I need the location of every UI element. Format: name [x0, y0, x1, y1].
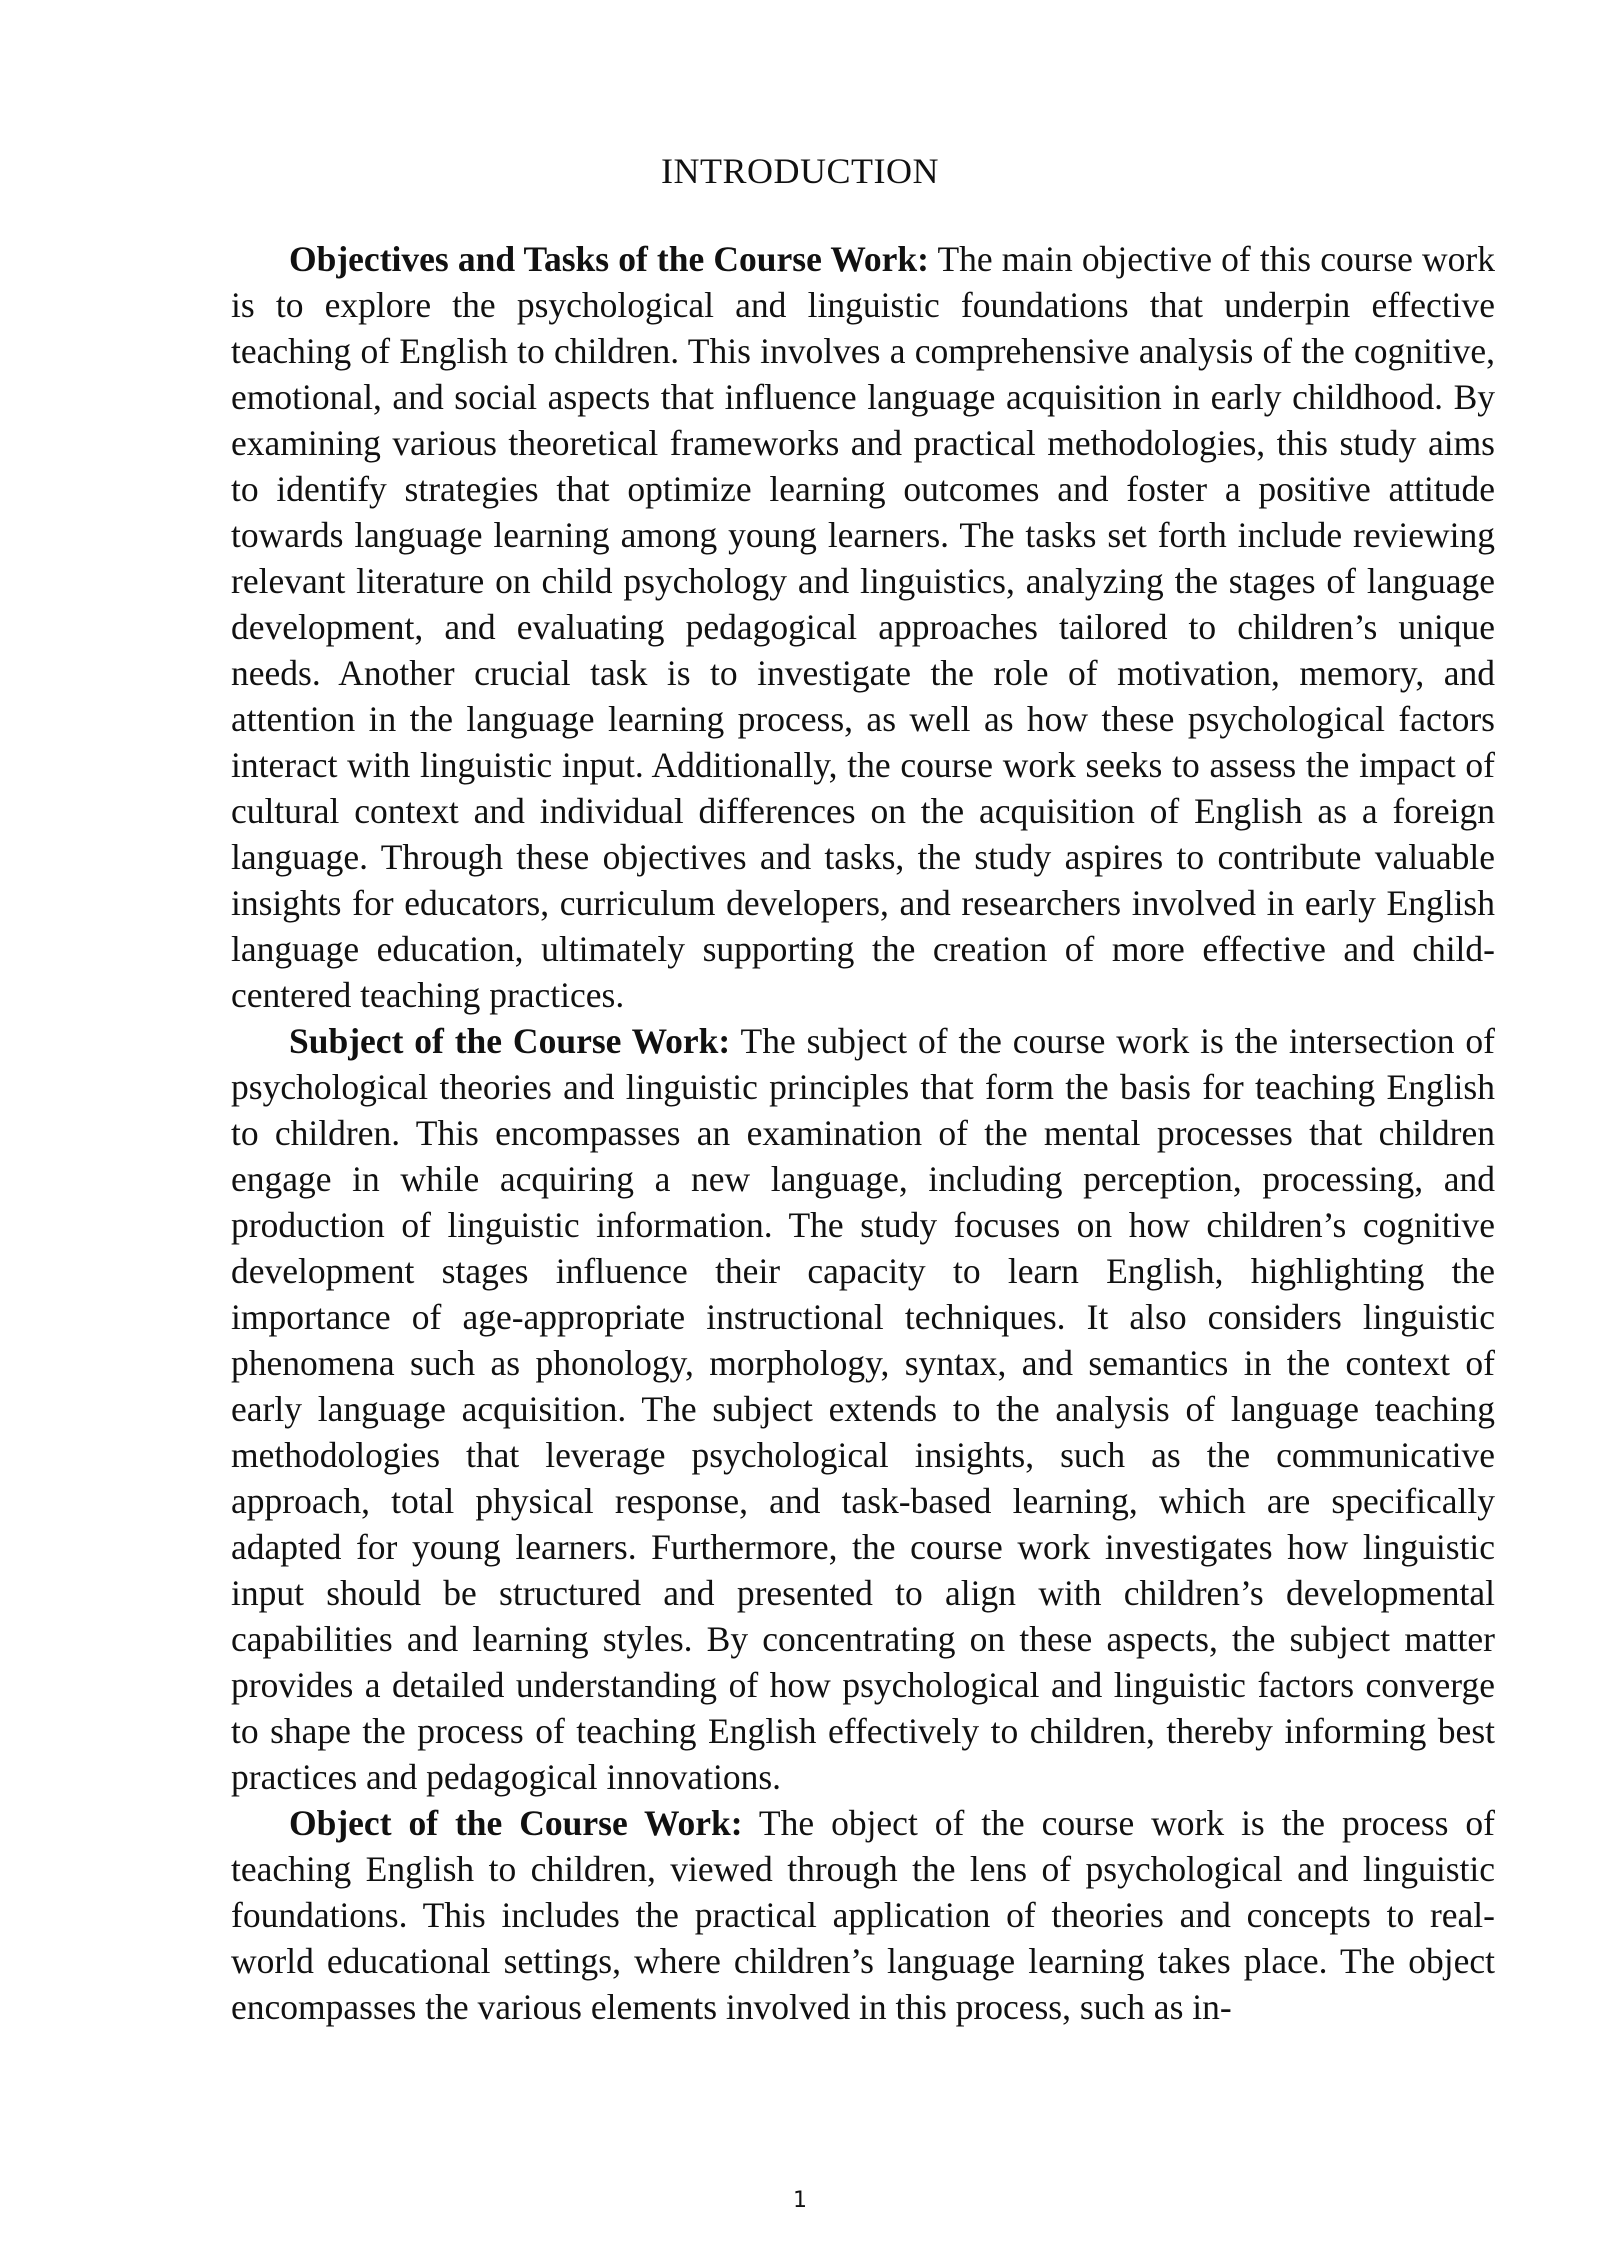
paragraph-text: The object of the course work is the process of teaching English to children, viewed through the lens of psychological and linguistic foundations. This includes the practical application of theories and concepts to real-world educational settings, where children’s language learning takes place. The object encompasses the various elements involved in this process, such as in- — [231, 1803, 1495, 2027]
paragraph-lead: Objectives and Tasks of the Course Work: — [289, 239, 929, 279]
page-number: 1 — [793, 2188, 807, 2213]
paragraph-subject — [231, 1018, 1495, 1800]
paragraph-text: The subject of the course work is the intersection of psychological theories and linguistic principles that form the basis for teaching English to children. This encompasses an examination of the mental processes that children engage in while acquiring a new language, including perception, processing, and production of linguistic information. The study focuses on how children’s cognitive development stages influence their capacity to learn English, highlighting the importance of age-appropriate instructional techniques. It also considers linguistic phenomena such as phonology, morphology, syntax, and semantics in the context of early language acquisition. The subject extends to the analysis of language teaching methodologies that leverage psychological insights, such as the communicative approach, total physical response, and task-based learning, which are specifically adapted for young learners. Furthermore, the course work investigates how linguistic input should be structured and presented to align with children’s developmental capabilities and learning styles. By concentrating on these aspects, the subject matter provides a detailed understanding of how psychological and linguistic factors converge to shape the process of teaching English effectively to children, thereby informing best practices and pedagogical innovations. — [231, 1021, 1495, 1797]
page-title: INTRODUCTION — [661, 151, 939, 191]
paragraph-lead: Object of the Course Work: — [289, 1803, 743, 1843]
paragraph-objectives — [231, 236, 1495, 1018]
paragraph-object — [231, 1800, 1495, 2030]
paragraph-lead: Subject of the Course Work: — [289, 1021, 731, 1061]
paragraph-text: The main objective of this course work is to explore the psychological and linguistic foundations that underpin effective teaching of English to children. This involves a comprehensive analysis of the cognitive, emotional, and social aspects that influence language acquisition in early childhood. By examining various theoretical frameworks and practical methodologies, this study aims to identify strategies that optimize learning outcomes and foster a positive attitude towards language learning among young learners. The tasks set forth include reviewing relevant literature on child psychology and linguistics, analyzing the stages of language development, and evaluating pedagogical approaches tailored to children’s unique needs. Another crucial task is to investigate the role of motivation, memory, and attention in the language learning process, as well as how these psychological factors interact with linguistic input. Additionally, the course work seeks to assess the impact of cultural context and individual differences on the acquisition of English as a foreign language. Through these objectives and tasks, the study aspires to contribute valuable insights for educators, curriculum developers, and researchers involved in early English language education, ultimately supporting the creation of more effective and child-centered teaching practices. — [231, 239, 1495, 1015]
body-text — [231, 236, 1495, 2030]
